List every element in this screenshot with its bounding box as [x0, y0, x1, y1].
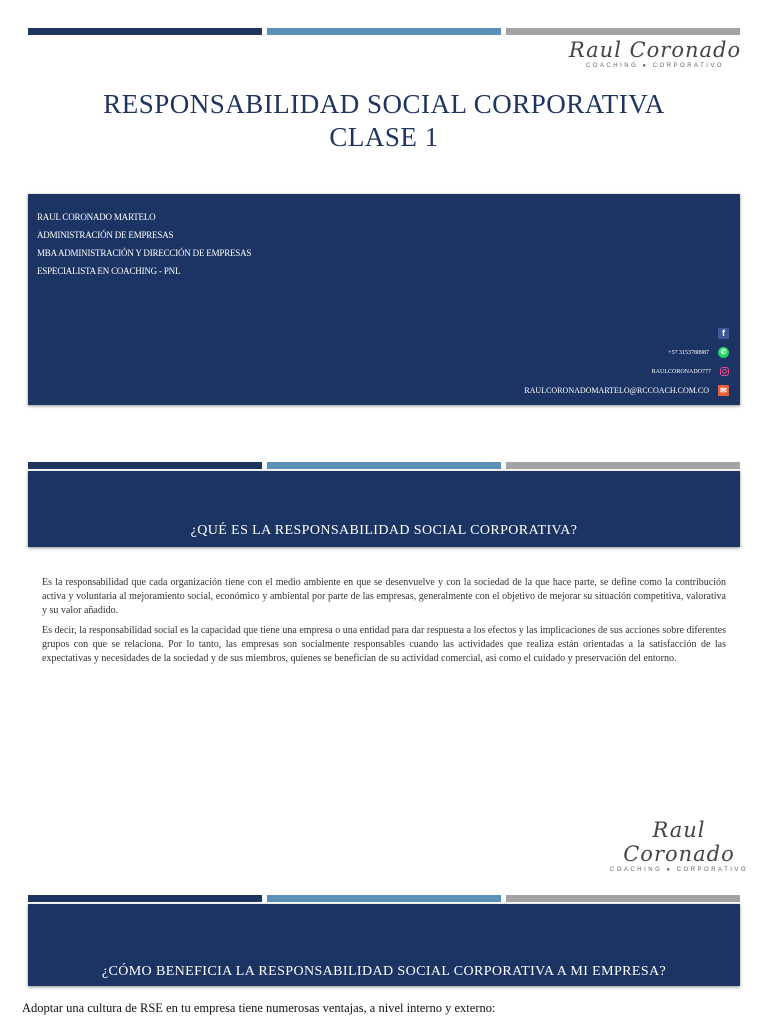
bar-gray	[506, 28, 740, 35]
profile-line-mba: MBA ADMINISTRACIÓN Y DIRECCIÓN DE EMPRESAS	[37, 248, 252, 258]
profile-info	[37, 208, 251, 280]
whatsapp-icon[interactable]: ✆	[718, 347, 729, 358]
logo-signature: Raul Coronado	[623, 818, 735, 866]
section-1-heading: ¿QUÉ ES LA RESPONSABILIDAD SOCIAL CORPORATIVA?	[190, 523, 578, 538]
instagram-text: RAULCORONADO777	[651, 368, 711, 375]
bar-navy	[28, 895, 262, 902]
profile-line-name: RAUL CORONADO MARTELO	[37, 212, 156, 222]
contact-phone[interactable]	[524, 343, 729, 362]
decorative-bars-3	[28, 895, 740, 902]
bar-gray	[506, 895, 740, 902]
title-line-1: RESPONSABILIDAD SOCIAL CORPORATIVA	[103, 89, 665, 119]
bar-gray	[506, 462, 740, 469]
contact-facebook[interactable]	[524, 324, 729, 343]
page-title	[0, 88, 768, 154]
profile-card	[28, 194, 740, 405]
section-1-body	[42, 576, 726, 672]
profile-line-specialty: ESPECIALISTA EN COACHING - PNL	[37, 266, 181, 276]
logo-signature: Raul Coronado	[568, 38, 742, 62]
paragraph-1: Es la responsabilidad que cada organización tiene con el medio ambiente en que se desenvuelve y con la sociedad de la que hace parte, se define como la contribución activa y voluntaria al mejoramiento social, económico y ambiental por parte de las empresas, generalmente con el objetivo de mejorar su situación competitiva, valorativa y su valor añadido.	[42, 577, 726, 616]
contact-instagram[interactable]	[524, 362, 729, 381]
bar-blue	[267, 28, 501, 35]
facebook-icon[interactable]: f	[718, 328, 729, 339]
decorative-top-bars	[28, 28, 740, 35]
brand-logo-2	[598, 818, 760, 873]
logo-subtitle: COACHING ● CORPORATIVO	[609, 867, 749, 873]
decorative-bars-2	[28, 462, 740, 469]
mail-icon[interactable]: ✉	[718, 385, 729, 396]
section-header-card	[28, 471, 740, 547]
bar-blue	[267, 462, 501, 469]
phone-text: +57 3153788987	[668, 349, 709, 356]
bar-blue	[267, 895, 501, 902]
logo-subtitle: COACHING ● CORPORATIVO	[585, 63, 725, 69]
profile-line-degree: ADMINISTRACIÓN DE EMPRESAS	[37, 230, 174, 240]
bar-navy	[28, 462, 262, 469]
instagram-icon[interactable]	[720, 367, 729, 376]
section-2-intro: Adoptar una cultura de RSE en tu empresa tiene numerosas ventajas, a nivel interno y externo:	[22, 1001, 496, 1015]
email-text: RAULCORONADOMARTELO@RCCOACH.COM.CO	[524, 386, 709, 395]
contact-email[interactable]	[524, 381, 729, 400]
brand-logo	[560, 38, 750, 69]
section-2-heading: ¿CÓMO BENEFICIA LA RESPONSABILIDAD SOCIAL CORPORATIVA A MI EMPRESA?	[101, 964, 667, 979]
contact-list	[524, 324, 729, 400]
bar-navy	[28, 28, 262, 35]
paragraph-2: Es decir, la responsabilidad social es la capacidad que tiene una empresa o una entidad para dar respuesta a los efectos y las implicaciones de sus acciones sobre diferentes grupos con que se relaciona. Por lo tanto, las empresas son socialmente responsables cuando las actividades que realiza están orientadas a la satisfacción de las expectativas y necesidades de la sociedad y de sus miembros, quienes se benefician de su actividad comercial, así como el cuidado y preservación del entorno.	[42, 625, 726, 664]
section-header-card-2	[28, 904, 740, 986]
title-line-2: CLASE 1	[329, 122, 439, 152]
